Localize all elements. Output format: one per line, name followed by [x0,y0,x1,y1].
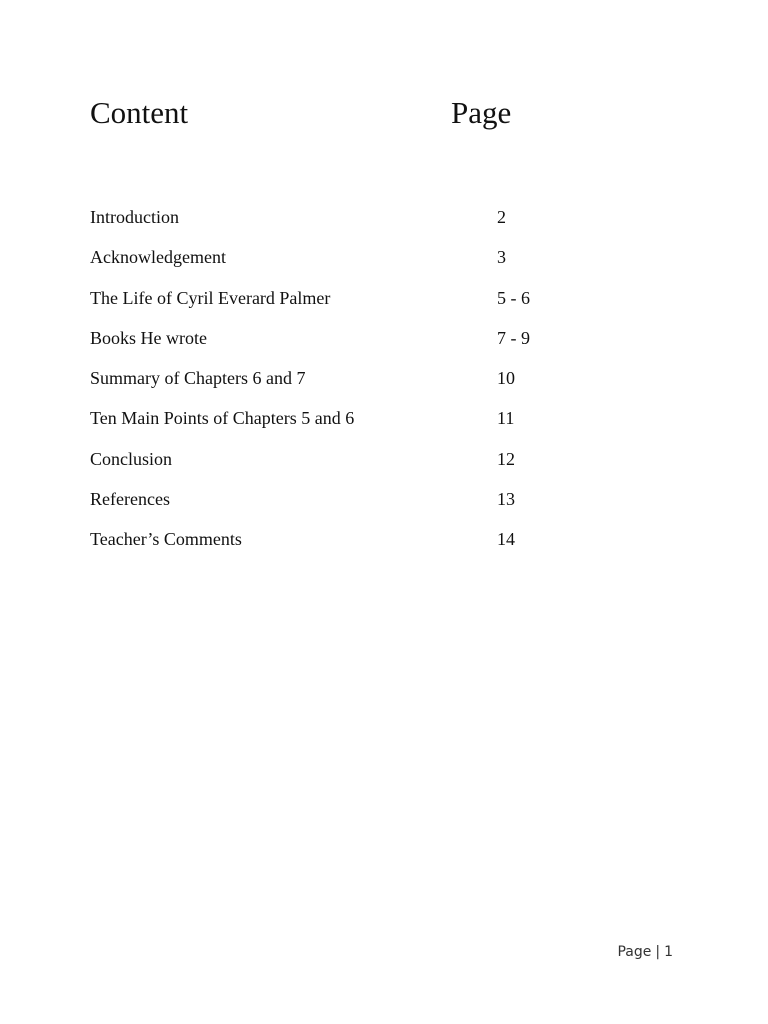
footer-page-label: Page [617,944,652,960]
content-heading: Content [90,95,189,130]
toc-entry-title: Introduction [90,207,179,227]
toc-entry-title: Books He wrote [90,327,207,348]
toc-entry-page: 7 - 9 [497,327,530,348]
toc-entry-title: Ten Main Points of Chapters 5 and 6 [90,408,355,429]
toc-entry [90,487,610,527]
toc-entry-page: 11 [497,408,515,429]
toc-entry-page: 14 [497,529,515,550]
toc-entry [90,406,610,446]
toc-entry [90,447,610,487]
toc-entry-title: Acknowledgement [90,247,226,268]
toc-entry-title: Conclusion [90,448,173,469]
toc-entry [90,286,610,326]
toc-entry-title: The Life of Cyril Everard Palmer [90,287,331,308]
toc-entry-page: 3 [497,247,506,268]
footer-separator: | [655,944,661,960]
toc-entry-page: 5 - 6 [497,287,530,308]
toc-entry-page: 10 [497,368,515,389]
footer-page-number: 1 [664,944,673,960]
toc-entry [90,326,610,366]
page-footer [500,942,673,962]
toc-entry [90,245,610,285]
toc-entry [90,527,610,567]
toc-entry-page: 13 [497,489,515,510]
toc-entry-title: Summary of Chapters 6 and 7 [90,368,306,389]
toc-entry-page: 2 [497,207,506,227]
toc-entry-title: References [90,489,170,510]
toc-entry [90,366,610,406]
page-heading: Page [451,95,512,130]
table-of-contents [90,205,610,568]
toc-entry-page: 12 [497,448,515,469]
toc-entry-title: Teacher’s Comments [90,529,242,550]
toc-entry [90,205,610,245]
